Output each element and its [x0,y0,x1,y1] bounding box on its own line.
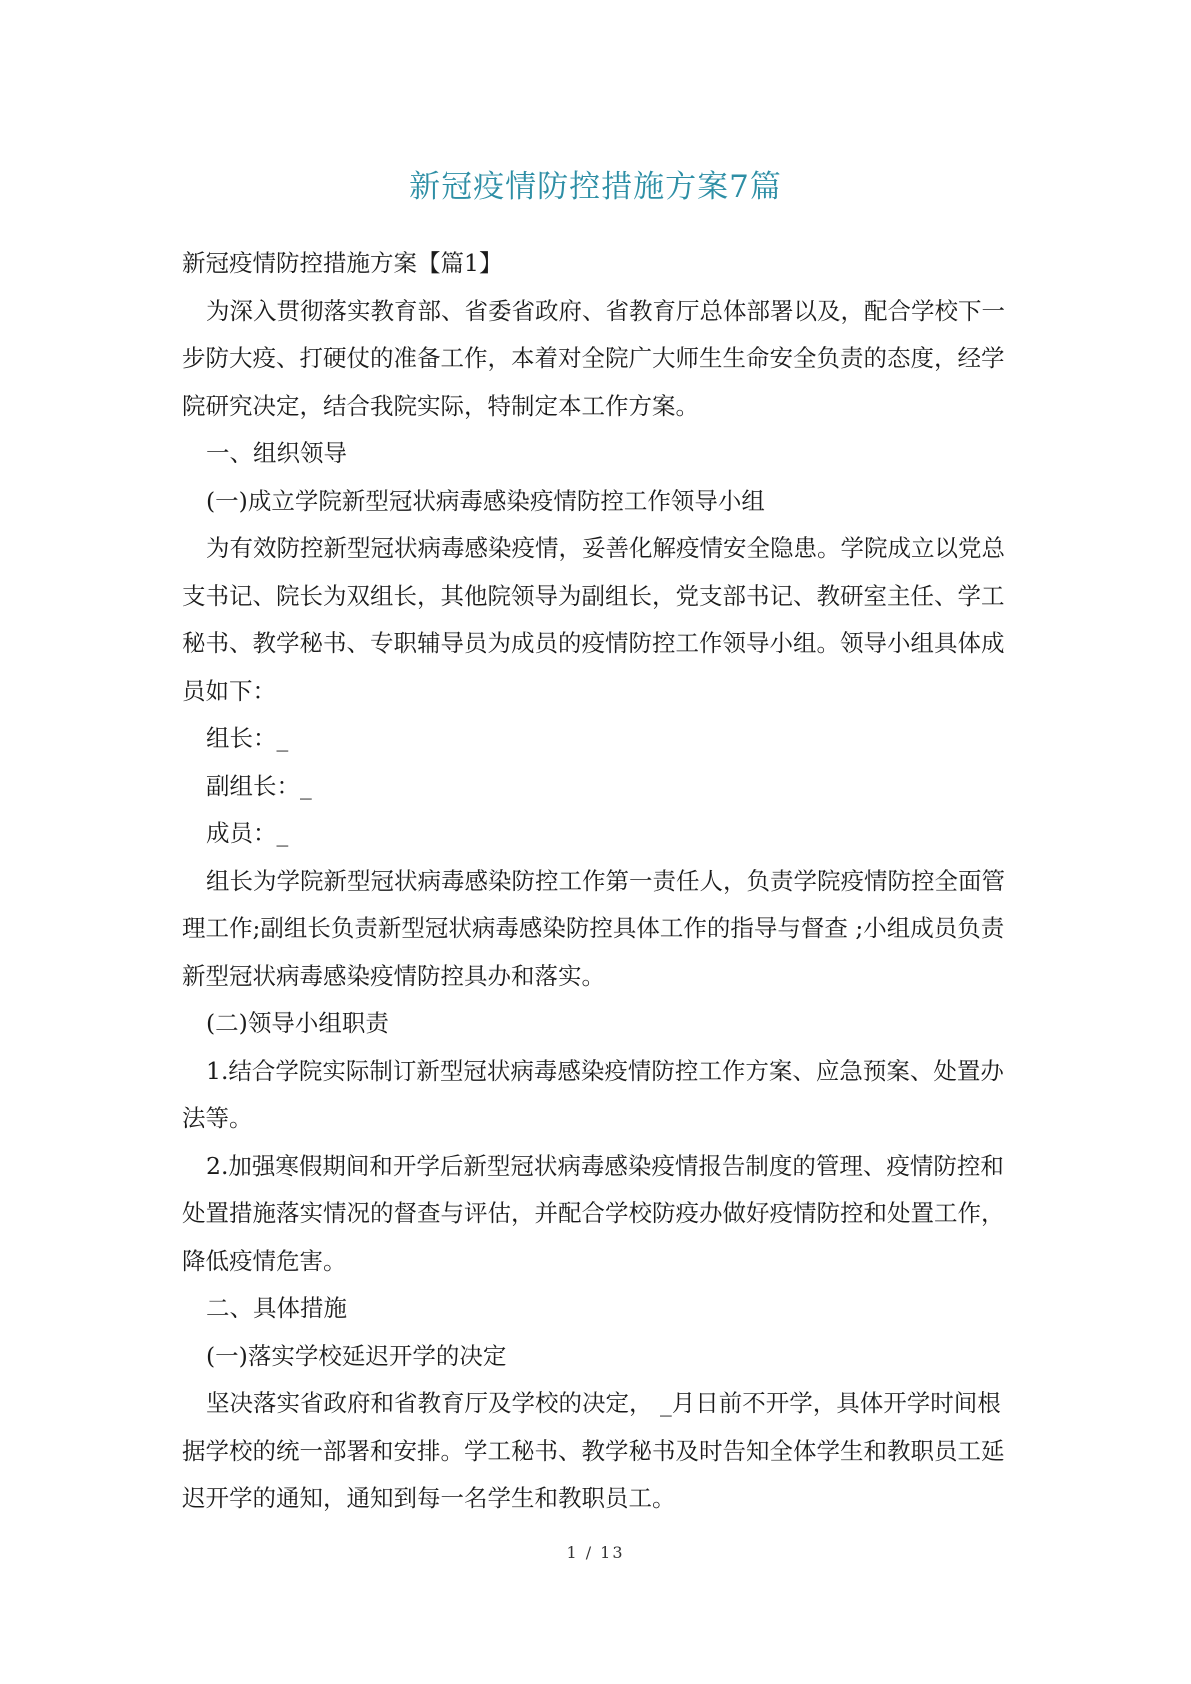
subheading-leading-group: (一)成立学院新型冠状病毒感染疫情防控工作领导小组 [206,486,765,515]
subheading-group-duties: (二)领导小组职责 [206,1009,389,1037]
duty-item-1: 1.结合学院实际制订新型冠状病毒感染疫情防控工作方案、应急预案、处置办法等。 [182,1056,1004,1132]
subheading-delay-school: (一)落实学校延迟开学的决定 [206,1341,507,1370]
document-title: 新冠疫情防控措施方案7篇 [409,169,782,205]
members-line: 成员：_ [206,819,289,847]
section-heading-part-1: 新冠疫情防控措施方案【篇1】 [182,249,503,277]
duty-item-2: 2.加强寒假期间和开学后新型冠状病毒感染疫情报告制度的管理、疫情防控和处置措施落实情况的督查与评估，并配合学校防疫办做好疫情防控和处置工作，降低疫情危害。 [182,1151,1005,1275]
document-body [182,240,1012,1523]
heading-specific-measures: 二、具体措施 [206,1294,347,1322]
responsibility-paragraph: 组长为学院新型冠状病毒感染防控工作第一责任人，负责学院疫情防控全面管理工作;副组长负责新型冠状病毒感染防控具体工作的指导与督查 ;小组成员负责新型冠状病毒感染疫情防控具办和落实。 [182,866,1005,990]
deputy-leader-line: 副组长：_ [206,771,312,800]
intro-paragraph: 为深入贯彻落实教育部、省委省政府、省教育厅总体部署以及，配合学校下一步防大疫、打硬仗的准备工作，本着对全院广大师生生命安全负责的态度，经学院研究决定，结合我院实际，特制定本工作方案。 [182,296,1005,420]
leading-group-paragraph: 为有效防控新型冠状病毒感染疫情，妥善化解疫情安全隐患。学院成立以党总支书记、院长为双组长，其他院领导为副组长，党支部书记、教研室主任、学工秘书、教学秘书、专职辅导员为成员的疫情防控工作领导小组。领导小组具体成员如下： [182,534,1005,705]
group-leader-line: 组长：_ [206,724,289,752]
delay-school-paragraph: 坚决落实省政府和省教育厅及学校的决定， _月日前不开学，具体开学时间根据学校的统一部署和安排。学工秘书、教学秘书及时告知全体学生和教职员工延迟开学的通知，通知到每一名学生和教职员工。 [182,1389,1005,1512]
heading-organization: 一、组织领导 [206,439,347,467]
page-number: 1 / 13 [566,1543,625,1562]
